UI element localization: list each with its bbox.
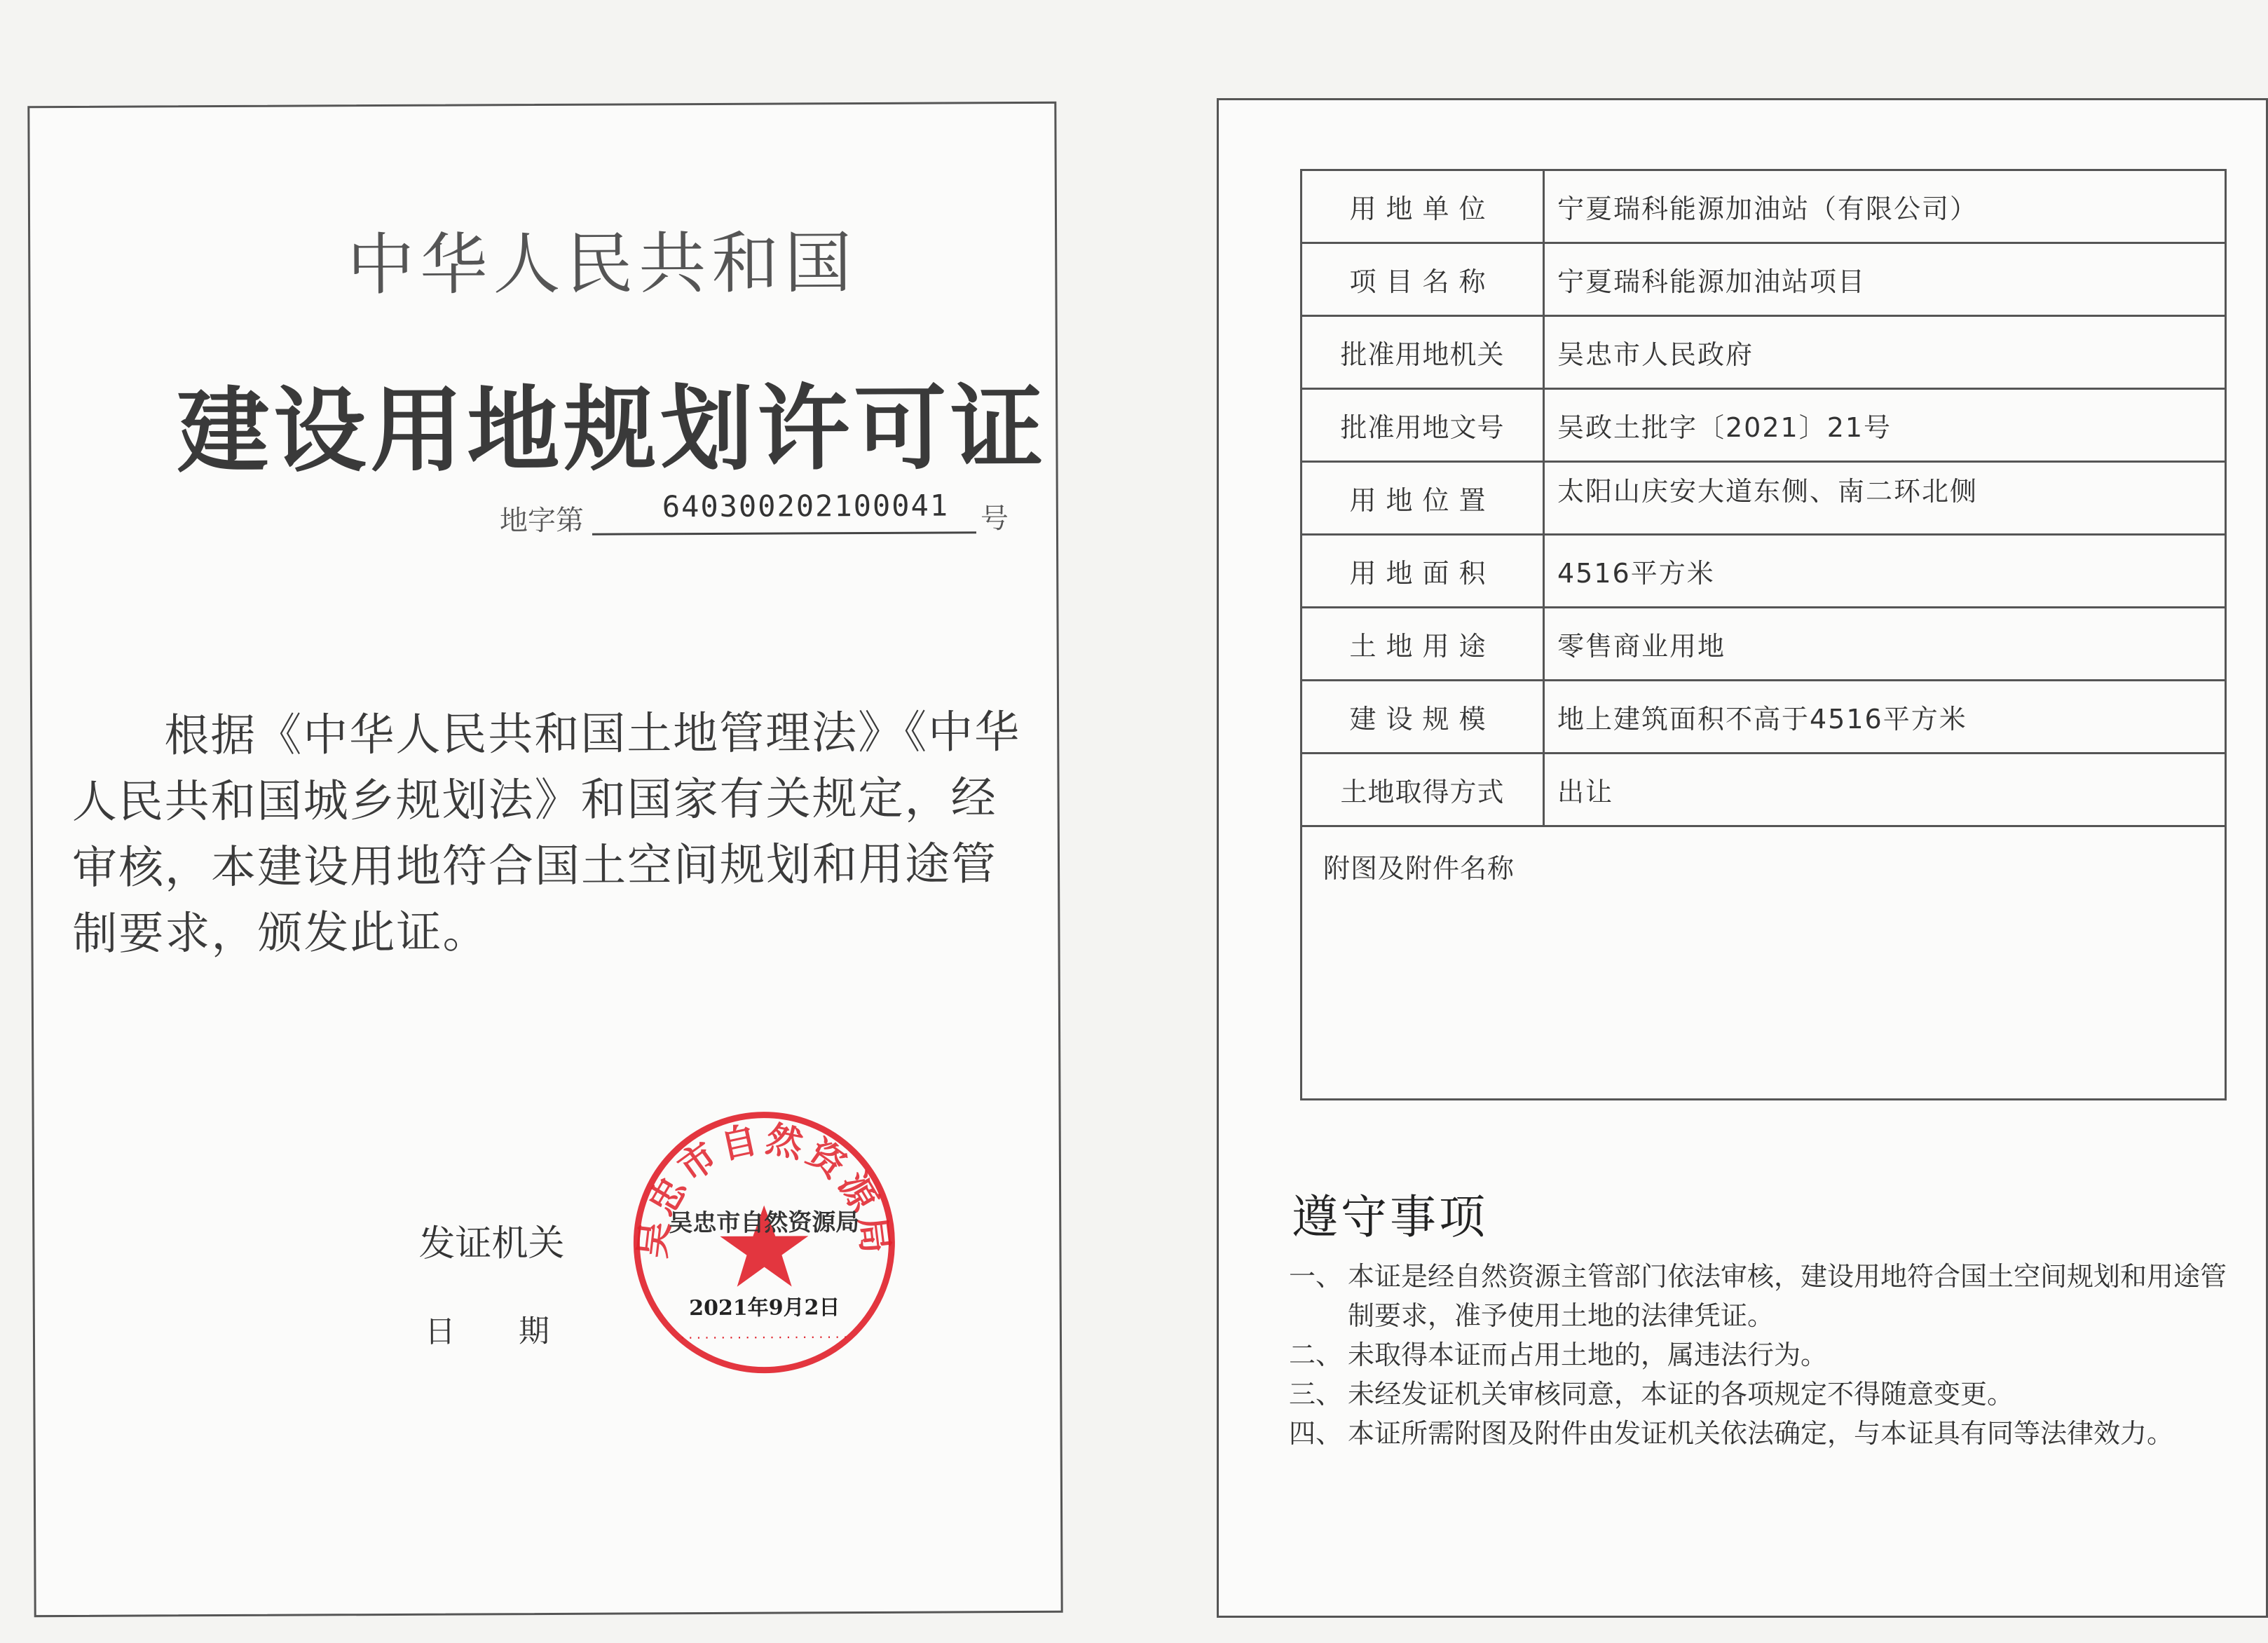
- note-text: 未经发证机关审核同意，本证的各项规定不得随意变更。: [1348, 1379, 2014, 1410]
- svg-text:·····················: ·····················: [678, 1330, 851, 1345]
- note-text: 本证是经自然资源主管部门依法审核，建设用地符合国土空间规划和用途管制要求，准予使用土地的法律凭证。: [1348, 1261, 2227, 1331]
- field-label: 土地取得方式: [1302, 754, 1544, 826]
- certificate-number-prefix: 地字第: [499, 504, 584, 538]
- seal-center-text: 吴忠市自然资源局: [669, 1208, 860, 1238]
- field-label: 用地面积: [1302, 535, 1544, 608]
- list-item: [1289, 1335, 2242, 1375]
- note-text: 本证所需附图及附件由发证机关依法确定，与本证具有同等法律效力。: [1348, 1418, 2174, 1449]
- land-use-info-table: [1300, 169, 2227, 1100]
- legal-basis-text: 根据《中华人民共和国土地管理法》《中华人民共和国城乡规划法》和国家有关规定，经审核，本建设用地符合国土空间规划和用途管制要求，颁发此证。: [71, 707, 1021, 960]
- table-row: [1302, 316, 2226, 389]
- seal-date: 2021年9月2日: [689, 1295, 840, 1321]
- notes-list: [1289, 1257, 2242, 1453]
- field-label: 土地用途: [1302, 608, 1544, 681]
- table-row: [1302, 535, 2226, 608]
- attachments-label: 附图及附件名称: [1302, 826, 2226, 1100]
- certificate-info-page: [1217, 98, 2268, 1618]
- field-label: 批准用地文号: [1302, 389, 1544, 462]
- field-value: 4516平方米: [1544, 535, 2226, 608]
- table-row: [1302, 754, 2226, 826]
- field-value: 宁夏瑞科能源加油站（有限公司）: [1544, 170, 2226, 243]
- field-value: 地上建筑面积不高于4516平方米: [1544, 681, 2226, 754]
- field-label: 用地单位: [1302, 170, 1544, 243]
- list-item: [1289, 1257, 2242, 1335]
- certificate-number-suffix: 号: [980, 503, 1009, 536]
- certificate-cover-page: [27, 102, 1063, 1617]
- list-item: [1289, 1414, 2242, 1453]
- issue-date-label: 日期: [424, 1313, 613, 1350]
- notes-title: 遵守事项: [1292, 1190, 1488, 1244]
- issuing-authority-label: 发证机关: [418, 1222, 565, 1265]
- certificate-number: 640300202100041: [662, 488, 950, 524]
- note-number: 一、: [1289, 1261, 1343, 1292]
- table-row: [1302, 389, 2226, 462]
- country-name: 中华人民共和国: [347, 224, 858, 305]
- field-value: 吴政土批字〔2021〕21号: [1544, 389, 2226, 462]
- note-number: 二、: [1289, 1339, 1343, 1370]
- certificate-title: 建设用地规划许可证: [176, 374, 1048, 486]
- table-row: [1302, 681, 2226, 754]
- note-number: 四、: [1289, 1418, 1343, 1449]
- table-row: [1302, 170, 2226, 243]
- field-value: 太阳山庆安大道东侧、南二环北侧: [1544, 462, 2226, 535]
- field-value: 出让: [1544, 754, 2226, 826]
- field-value: 零售商业用地: [1544, 608, 2226, 681]
- note-text: 未取得本证而占用土地的，属违法行为。: [1348, 1339, 1828, 1370]
- table-row: [1302, 608, 2226, 681]
- official-seal-stamp: [627, 1105, 902, 1380]
- attachments-row: [1302, 826, 2226, 1100]
- table-row: [1302, 462, 2226, 535]
- field-label: 用地位置: [1302, 462, 1544, 535]
- note-number: 三、: [1289, 1379, 1343, 1410]
- seal-ring-text: 吴忠市自然资源局: [631, 1117, 897, 1261]
- field-value: 吴忠市人民政府: [1544, 316, 2226, 389]
- field-label: 建设规模: [1302, 681, 1544, 754]
- table-row: [1302, 243, 2226, 316]
- list-item: [1289, 1375, 2242, 1414]
- field-label: 批准用地机关: [1302, 316, 1544, 389]
- field-value: 宁夏瑞科能源加油站项目: [1544, 243, 2226, 316]
- field-label: 项目名称: [1302, 243, 1544, 316]
- certificate-number-underline: [592, 531, 976, 535]
